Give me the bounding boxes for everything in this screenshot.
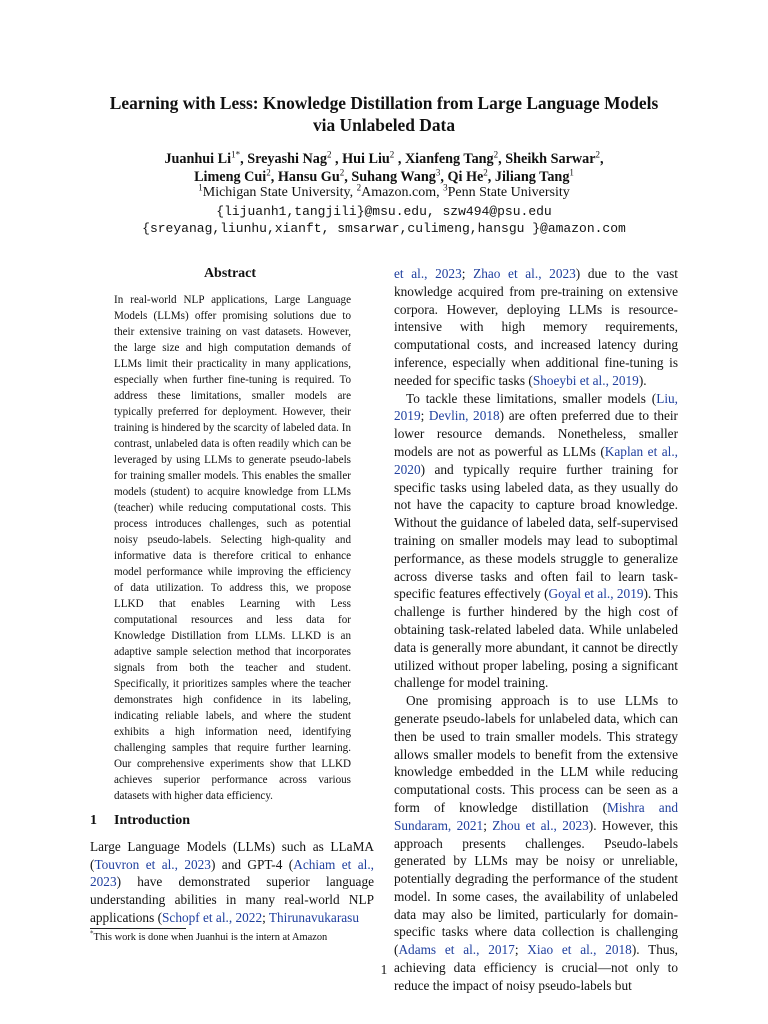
author-name: Qi He (447, 169, 484, 185)
author-affiliation-mark: 2 (389, 149, 395, 160)
citation-link[interactable]: Touvron et al., 2023 (94, 856, 211, 872)
author-name: Limeng Cui (194, 169, 267, 185)
author-name: Xianfeng Tang (404, 151, 494, 167)
affiliation-separator: , (436, 185, 444, 200)
section-number: 1 (90, 813, 97, 828)
author-name: Suhang Wang (351, 169, 436, 185)
author-separator: , (600, 151, 604, 167)
author-separator: , (240, 151, 248, 167)
author-affiliation-mark: 3 (435, 167, 441, 178)
author-separator: , (498, 151, 506, 167)
affiliation-name: Michigan State University (202, 185, 350, 200)
citation-link[interactable]: et al., 2023 (394, 266, 462, 281)
affiliation-separator: , (349, 185, 357, 200)
citation-link[interactable]: Mishra and Sundaram, 2021 (394, 799, 678, 833)
affiliation-name: Penn State University (447, 185, 570, 200)
author-name: Juanhui Li (164, 151, 232, 167)
citation-link[interactable]: Schopf et al., 2022 (162, 909, 263, 925)
body-text: One promising approach is to use LLMs to generate pseudo-labels for unlabeled data, which can then be used to train smaller models. This strategy allows smaller models to benefit from the extensive knowledge embedded in the LLM while reducing computational costs. This process can be seen as a form of knowledge distillation ( (394, 693, 678, 815)
body-text: ). (638, 372, 647, 388)
body-text: ; (262, 909, 269, 925)
page-number: 1 (380, 962, 388, 977)
author-name: Hansu Gu (277, 169, 340, 185)
author-separator: , (270, 169, 278, 185)
body-text: ; (420, 408, 429, 424)
citation-link[interactable]: Thirunavukarasu (268, 909, 359, 925)
body-text: ). However, this approach presents challenges. Pseudo-labels generated by LLMs may be noisy or unreliable, potentially degrading the performance of the student model. In some cases, the availability of unlabeled data may also be limited, particularly for domain-specific tasks where data collection is challenging ( (394, 817, 678, 958)
body-text: ) and typically require further training for specific tasks using labeled data, as they usually do not have the capacity to capture broad knowledge. Without the guidance of labeled data, self-supervised training on smaller models may lead to suboptimal performance, as these models struggle to generalize across diverse tasks and often fail to learn task-specific features effectively ( (394, 461, 678, 602)
author-affiliation-mark: 1* (231, 149, 241, 160)
introduction-right-column (394, 265, 678, 995)
paper-title-line1: Learning with Less: Knowledge Distillation from Large Language Models (109, 93, 659, 113)
author-affiliation-mark: 2 (493, 149, 499, 160)
author-affiliation-mark: 2 (595, 149, 601, 160)
author-separator: , (440, 169, 448, 185)
author-list (60, 150, 708, 186)
citation-link[interactable]: Zhou et al., 2023 (492, 817, 589, 833)
body-paragraph (394, 390, 678, 693)
body-text: ) have demonstrated superior language understanding abilities in many real-world NLP applications ( (90, 874, 374, 925)
author-name: Jiliang Tang (494, 169, 570, 185)
body-paragraph (394, 265, 678, 390)
citation-link[interactable]: Xiao et al., 2018 (527, 942, 632, 958)
footnote-rule (90, 928, 186, 929)
author-separator: , (394, 151, 405, 167)
body-text: ) due to the vast knowledge acquired from pre-training on extensive corpora. However, deploying LLMs is resource-intensive with high memory requirements, computational costs, and increased latency during inference, especially when additional fine-tuning is needed for specific tasks ( (394, 266, 678, 388)
email-line-1: {lijuanh1,tangjili}@msu.edu, szw494@psu.edu (216, 204, 552, 219)
body-text: ; (461, 266, 474, 281)
author-affiliation-mark: 1 (569, 167, 574, 178)
body-text: ; (514, 942, 528, 958)
citation-link[interactable]: Goyal et al., 2019 (548, 586, 644, 602)
author-affiliation-mark: 2 (326, 149, 332, 160)
affiliation-mark: 1 (198, 182, 203, 193)
citation-link[interactable]: Zhao et al., 2023 (473, 266, 576, 281)
email-line-2: {sreyanag,liunhu,xianft, smsarwar,culimeng,hansgu }@amazon.com (142, 221, 626, 236)
author-separator: , (487, 169, 495, 185)
body-text: To tackle these limitations, smaller models ( (406, 390, 657, 406)
affiliations (60, 184, 708, 202)
body-text: ) and GPT-4 ( (210, 856, 294, 872)
citation-link[interactable]: Adams et al., 2017 (398, 942, 515, 958)
author-affiliation-mark: 2 (483, 167, 488, 178)
section-heading-introduction (90, 813, 190, 829)
introduction-left-text (90, 838, 374, 927)
body-text: ). This challenge is further hindered by the high cost of obtaining task-related labeled data. While unlabeled data is generally more abundant, it cannot be directly utilized without proper labeling, posing a significant challenge for model training. (394, 586, 679, 691)
abstract-text: In real-world NLP applications, Large Language Models (LLMs) offer promising solutions due to their extensive training on vast datasets. However, the large size and high computation demands of LLMs limit their practicality in many applications, especially when further fine-tuning is required. To address these limitations, smaller models are typically preferred for deployment. However, their training is hindered by the scarcity of labeled data. In contrast, unlabeled data is often readily which can be leveraged by using LLMs to generate pseudo-labels for training smaller models. This enables the smaller models (student) to acquire knowledge from LLMs (teacher) while reducing computational costs. This process introduces challenges, such as potential noisy pseudo-labels. Selecting high-quality and informative data is therefore critical to enhance model performance while improving the efficiency of data utilization. To address this, we propose LLKD that enables Learning with Less computational resources and less data for Knowledge Distillation from LLMs. LLKD is an adaptive sample selection method that incorporates signals from both the teacher and student. Specifically, it prioritizes samples where the teacher demonstrates high confidence in its labeling, indicating reliable labels, and where the student exhibits a high information need, identifying challenging samples that require further learning. Our comprehensive experiments show that LLKD achieves superior performance across various datasets with higher data efficiency. (114, 294, 351, 802)
section-title: Introduction (114, 813, 190, 828)
body-text: ). Thus, achieving data efficiency is crucial—not only to reduce the impact of noisy pseudo-labels but (394, 942, 678, 993)
author-name: Sreyashi Nag (247, 151, 327, 167)
author-affiliation-mark: 2 (339, 167, 345, 178)
citation-link[interactable]: Kaplan et al., 2020 (394, 443, 678, 477)
footnote-mark: * (90, 929, 94, 938)
body-text: ) are often preferred due to their lower resource demands. Nonetheless, smaller models are not as powerful as LLMs ( (394, 408, 678, 459)
author-name: Sheikh Sarwar (505, 151, 596, 167)
citation-link[interactable]: Shoeybi et al., 2019 (532, 372, 639, 388)
citation-link[interactable]: Liu, 2019 (394, 390, 678, 424)
body-text: Large Language Models (LLMs) such as LLaMA ( (90, 839, 374, 872)
footnote-text: This work is done when Juanhui is the intern at Amazon (93, 932, 328, 943)
author-separator: , (344, 169, 352, 185)
footnote (90, 931, 376, 944)
body-paragraph (394, 692, 678, 995)
citation-link[interactable]: Devlin, 2018 (428, 408, 500, 424)
author-name: Hui Liu (342, 151, 390, 167)
citation-link[interactable]: Achiam et al., 2023 (90, 856, 374, 890)
author-separator: , (331, 151, 343, 167)
author-affiliation-mark: 2 (266, 167, 271, 178)
body-text: ; (483, 817, 493, 833)
abstract-heading: Abstract (203, 266, 257, 281)
affiliation-mark: 3 (443, 182, 448, 193)
paper-title-line2: via Unlabeled Data (312, 115, 456, 135)
affiliation-name: Amazon.com (361, 185, 437, 200)
paper-title (60, 92, 708, 136)
affiliation-mark: 2 (356, 182, 362, 193)
